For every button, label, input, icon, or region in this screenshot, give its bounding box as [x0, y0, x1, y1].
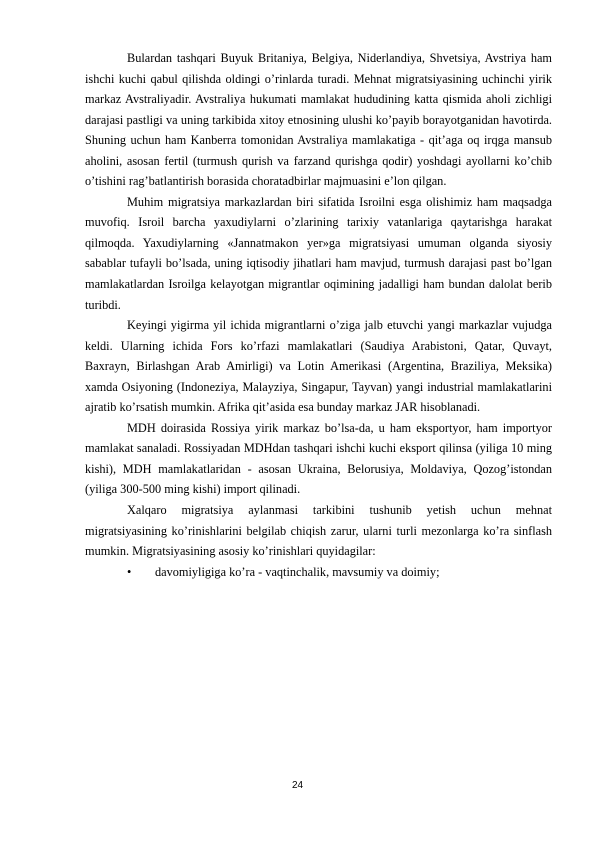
document-page: [85, 48, 552, 582]
paragraph-5: Xalqaro migratsiya aylanmasi tarkibini tushunib yetish uchun mehnat migratsiyasining ko’rinishlarini belgilab chiqish zarur, ularni turli mezonlarga ko’ra sinflash mumkin. Migratsiyasining asosiy ko’rinishlari quyidagilar:: [85, 503, 552, 559]
bullet-text: davomiyligiga ko’ra - vaqtinchalik, mavsumiy va doimiy;: [155, 564, 440, 579]
paragraph-4: MDH doirasida Rossiya yirik markaz bo’lsa-da, u ham eksportyor, ham importyor mamlakat sanaladi. Rossiyadan MDHdan tashqari ishchi kuchi eksport qilinsa (yiliga 10 ming kishi), MDH mamlakatlaridan - asosan Ukraina, Belorusiya, Moldaviya, Qozog’istondan (yiliga 300-500 ming kishi) import qilinadi.: [85, 420, 552, 497]
bullet-item: [85, 562, 552, 583]
paragraph-3: Keyingi yigirma yil ichida migrantlarni o’ziga jalb etuvchi yangi markazlar vujudga keldi. Ularning ichida Fors ko’rfazi mamlakatlari (Saudiya Arabistoni, Qatar, Quvayt, Baxrayn, Birlashgan Arab Amirligi) va Lotin Amerikasi (Argentina, Braziliya, Meksika) xamda Osiyoning (Indoneziya, Malayziya, Singapur, Tayvan) yangi industrial mamlakatlarini ajratib ko’rsatish mumkin. Afrika qit’asida esa bunday markaz JAR hisoblanadi.: [85, 318, 552, 415]
bullet-mark: •: [127, 564, 132, 579]
paragraph-2: Muhim migratsiya markazlardan biri sifatida Isroilni esga olishimiz ham maqsadga muvofiq. Isroil barcha yaxudiylarni o’zlarining tarixiy vatanlariga qaytarishga harakat qilmoqda. Yaxudiylarning «Jannatmakon yer»ga migratsiyasi umuman olganda siyosiy sabablar tufayli bo’lsada, uning iqtisodiy jihatlari ham mavjud, turmush darajasi past bo’lgan mamlakatlardan Isroilga kelayotgan migrantlar oqimining jadalligi ham bundan dalolat berib turibdi.: [85, 194, 552, 312]
paragraph-1: Bulardan tashqari Buyuk Britaniya, Belgiya, Niderlandiya, Shvetsiya, Avstriya ham ishchi kuchi qabul qilishda oldingi o’rinlarda turadi. Mehnat migratsiyasining uchinchi yirik markaz Avstraliyadir. Avstraliya hukumati mamlakat hududining katta qismida aholi zichligi darajasi pastligi va uning tarkibida xitoy etnosining ulushi ko’payib borayotganidan havotirda. Shuning uchun ham Kanberra tomonidan Avstraliya mamlakatiga - qit’aga oq irqga mansub aholini, asosan fertil (turmush qurish va farzand qurishga qodir) yoshdagi ayollarni ko’chib o’tishini rag’batlantirish borasida choratadbirlar majmuasini e’lon qilgan.: [85, 51, 552, 189]
page-number: 24: [291, 780, 304, 791]
